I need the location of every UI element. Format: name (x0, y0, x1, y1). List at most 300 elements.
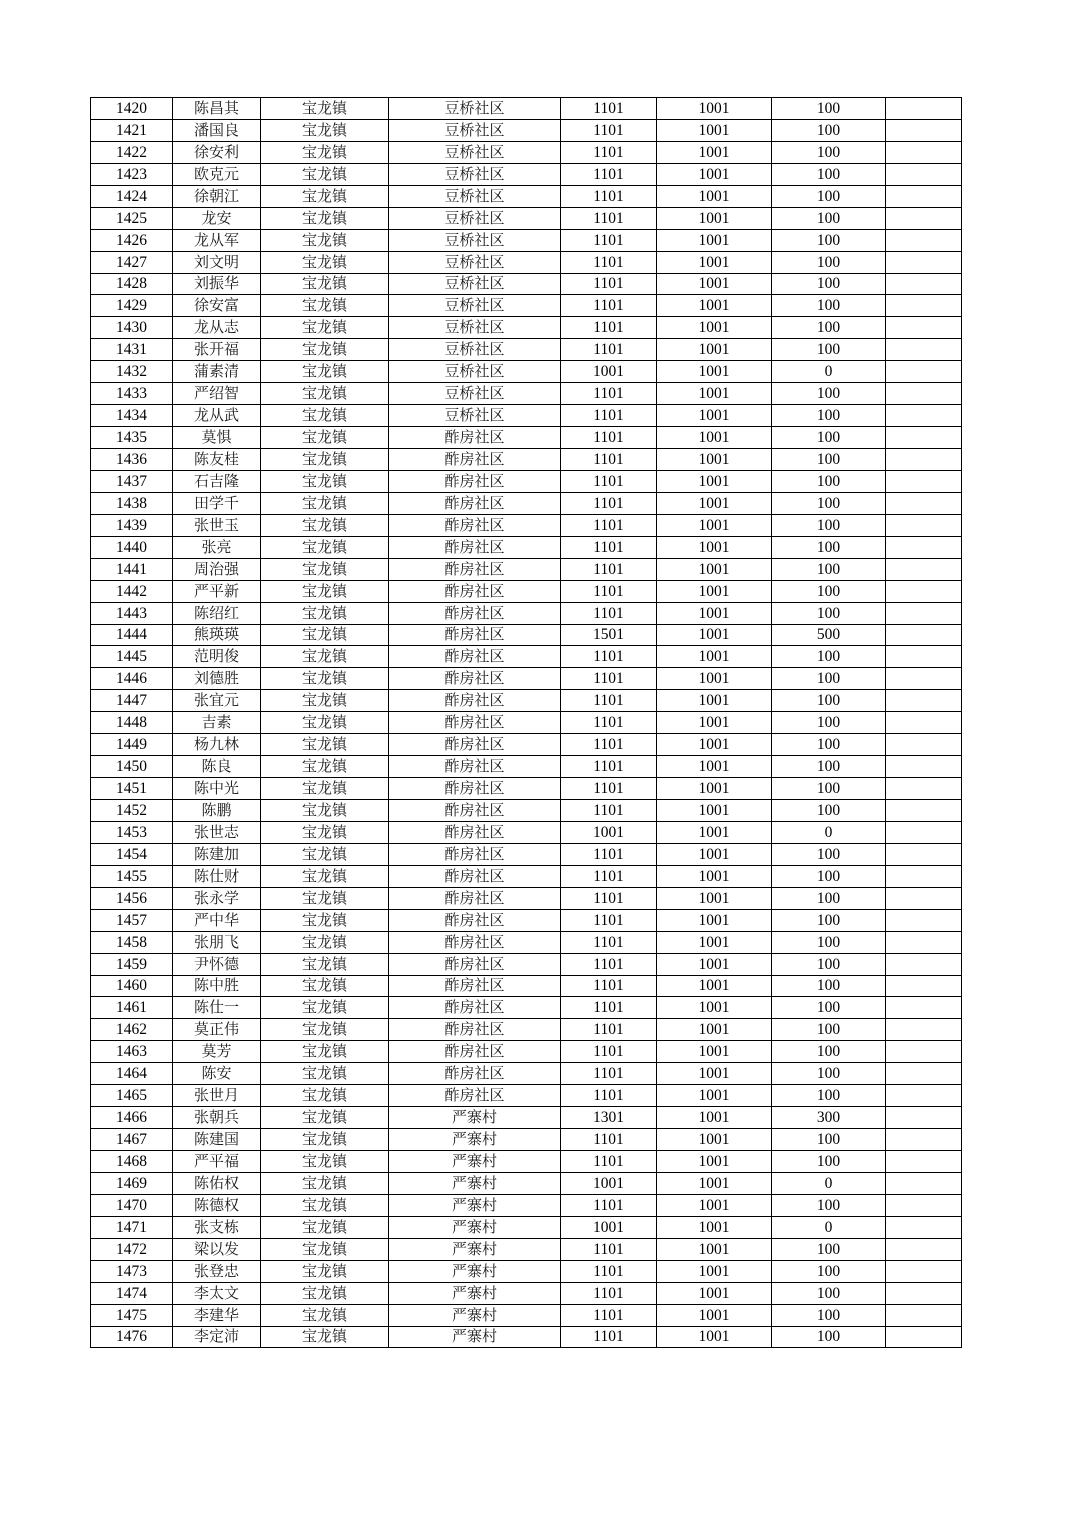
name-cell: 张宜元 (173, 690, 261, 712)
remark-cell (886, 1172, 962, 1194)
community-cell: 豆桥社区 (389, 317, 561, 339)
row-number-cell: 1461 (91, 997, 173, 1019)
code-a-cell: 1101 (561, 931, 657, 953)
row-number-cell: 1459 (91, 953, 173, 975)
community-cell: 酢房社区 (389, 492, 561, 514)
town-cell: 宝龙镇 (261, 361, 389, 383)
name-cell: 蒲素清 (173, 361, 261, 383)
name-cell: 严中华 (173, 909, 261, 931)
town-cell: 宝龙镇 (261, 580, 389, 602)
table-row (91, 558, 962, 580)
row-number-cell: 1464 (91, 1063, 173, 1085)
town-cell: 宝龙镇 (261, 909, 389, 931)
remark-cell (886, 427, 962, 449)
remark-cell (886, 383, 962, 405)
amount-cell: 100 (772, 580, 886, 602)
town-cell: 宝龙镇 (261, 514, 389, 536)
row-number-cell: 1475 (91, 1304, 173, 1326)
code-b-cell: 1001 (657, 1085, 772, 1107)
remark-cell (886, 580, 962, 602)
amount-cell: 100 (772, 427, 886, 449)
table-row (91, 843, 962, 865)
amount-cell: 0 (772, 1216, 886, 1238)
amount-cell: 100 (772, 317, 886, 339)
amount-cell: 0 (772, 821, 886, 843)
community-cell: 酢房社区 (389, 1019, 561, 1041)
table-row (91, 317, 962, 339)
amount-cell: 100 (772, 712, 886, 734)
row-number-cell: 1436 (91, 449, 173, 471)
remark-cell (886, 997, 962, 1019)
code-b-cell: 1001 (657, 185, 772, 207)
code-a-cell: 1101 (561, 1129, 657, 1151)
name-cell: 范明俊 (173, 646, 261, 668)
town-cell: 宝龙镇 (261, 734, 389, 756)
table-row (91, 1282, 962, 1304)
row-number-cell: 1448 (91, 712, 173, 734)
row-number-cell: 1453 (91, 821, 173, 843)
town-cell: 宝龙镇 (261, 295, 389, 317)
row-number-cell: 1460 (91, 975, 173, 997)
name-cell: 张登忠 (173, 1260, 261, 1282)
name-cell: 严绍智 (173, 383, 261, 405)
code-b-cell: 1001 (657, 975, 772, 997)
town-cell: 宝龙镇 (261, 690, 389, 712)
community-cell: 酢房社区 (389, 558, 561, 580)
town-cell: 宝龙镇 (261, 624, 389, 646)
code-a-cell: 1101 (561, 668, 657, 690)
row-number-cell: 1440 (91, 536, 173, 558)
amount-cell: 100 (772, 778, 886, 800)
name-cell: 潘国良 (173, 119, 261, 141)
amount-cell: 100 (772, 887, 886, 909)
amount-cell: 100 (772, 141, 886, 163)
code-b-cell: 1001 (657, 470, 772, 492)
remark-cell (886, 909, 962, 931)
row-number-cell: 1441 (91, 558, 173, 580)
code-b-cell: 1001 (657, 163, 772, 185)
amount-cell: 100 (772, 1041, 886, 1063)
name-cell: 张开福 (173, 339, 261, 361)
table-row (91, 536, 962, 558)
name-cell: 刘文明 (173, 251, 261, 273)
community-cell: 酢房社区 (389, 887, 561, 909)
amount-cell: 100 (772, 558, 886, 580)
row-number-cell: 1432 (91, 361, 173, 383)
community-cell: 豆桥社区 (389, 141, 561, 163)
row-number-cell: 1472 (91, 1238, 173, 1260)
code-b-cell: 1001 (657, 1107, 772, 1129)
community-cell: 严寨村 (389, 1129, 561, 1151)
town-cell: 宝龙镇 (261, 821, 389, 843)
code-a-cell: 1101 (561, 909, 657, 931)
code-b-cell: 1001 (657, 734, 772, 756)
amount-cell: 100 (772, 975, 886, 997)
name-cell: 石吉隆 (173, 470, 261, 492)
row-number-cell: 1426 (91, 229, 173, 251)
remark-cell (886, 668, 962, 690)
town-cell: 宝龙镇 (261, 843, 389, 865)
row-number-cell: 1454 (91, 843, 173, 865)
code-a-cell: 1101 (561, 251, 657, 273)
row-number-cell: 1433 (91, 383, 173, 405)
row-number-cell: 1430 (91, 317, 173, 339)
code-b-cell: 1001 (657, 141, 772, 163)
row-number-cell: 1421 (91, 119, 173, 141)
name-cell: 张世月 (173, 1085, 261, 1107)
table-row (91, 1107, 962, 1129)
town-cell: 宝龙镇 (261, 207, 389, 229)
table-row (91, 1326, 962, 1348)
remark-cell (886, 273, 962, 295)
row-number-cell: 1439 (91, 514, 173, 536)
code-a-cell: 1501 (561, 624, 657, 646)
name-cell: 李建华 (173, 1304, 261, 1326)
row-number-cell: 1466 (91, 1107, 173, 1129)
code-b-cell: 1001 (657, 1304, 772, 1326)
row-number-cell: 1443 (91, 602, 173, 624)
amount-cell: 100 (772, 997, 886, 1019)
remark-cell (886, 975, 962, 997)
town-cell: 宝龙镇 (261, 1194, 389, 1216)
community-cell: 酢房社区 (389, 1063, 561, 1085)
amount-cell: 100 (772, 1282, 886, 1304)
name-cell: 徐朝江 (173, 185, 261, 207)
row-number-cell: 1474 (91, 1282, 173, 1304)
community-cell: 酢房社区 (389, 843, 561, 865)
remark-cell (886, 712, 962, 734)
remark-cell (886, 1085, 962, 1107)
code-b-cell: 1001 (657, 865, 772, 887)
name-cell: 尹怀德 (173, 953, 261, 975)
amount-cell: 100 (772, 1326, 886, 1348)
community-cell: 酢房社区 (389, 646, 561, 668)
amount-cell: 100 (772, 514, 886, 536)
amount-cell: 100 (772, 668, 886, 690)
code-b-cell: 1001 (657, 1260, 772, 1282)
town-cell: 宝龙镇 (261, 800, 389, 822)
remark-cell (886, 470, 962, 492)
name-cell: 徐安富 (173, 295, 261, 317)
code-b-cell: 1001 (657, 712, 772, 734)
code-b-cell: 1001 (657, 317, 772, 339)
code-a-cell: 1101 (561, 273, 657, 295)
name-cell: 张世玉 (173, 514, 261, 536)
code-a-cell: 1101 (561, 295, 657, 317)
town-cell: 宝龙镇 (261, 405, 389, 427)
town-cell: 宝龙镇 (261, 756, 389, 778)
code-b-cell: 1001 (657, 843, 772, 865)
remark-cell (886, 1194, 962, 1216)
table-row (91, 1172, 962, 1194)
name-cell: 熊瑛瑛 (173, 624, 261, 646)
code-b-cell: 1001 (657, 821, 772, 843)
amount-cell: 100 (772, 1238, 886, 1260)
code-b-cell: 1001 (657, 427, 772, 449)
town-cell: 宝龙镇 (261, 1282, 389, 1304)
remark-cell (886, 1063, 962, 1085)
remark-cell (886, 887, 962, 909)
code-a-cell: 1101 (561, 1041, 657, 1063)
amount-cell: 100 (772, 646, 886, 668)
remark-cell (886, 1019, 962, 1041)
table-row (91, 646, 962, 668)
name-cell: 陈仕一 (173, 997, 261, 1019)
row-number-cell: 1427 (91, 251, 173, 273)
remark-cell (886, 98, 962, 120)
row-number-cell: 1473 (91, 1260, 173, 1282)
row-number-cell: 1469 (91, 1172, 173, 1194)
community-cell: 豆桥社区 (389, 295, 561, 317)
community-cell: 酢房社区 (389, 1085, 561, 1107)
remark-cell (886, 317, 962, 339)
name-cell: 陈鹏 (173, 800, 261, 822)
name-cell: 张朝兵 (173, 1107, 261, 1129)
data-table (90, 97, 962, 1348)
table-row (91, 361, 962, 383)
table-row (91, 931, 962, 953)
name-cell: 陈良 (173, 756, 261, 778)
community-cell: 酢房社区 (389, 778, 561, 800)
code-b-cell: 1001 (657, 997, 772, 1019)
row-number-cell: 1476 (91, 1326, 173, 1348)
amount-cell: 100 (772, 492, 886, 514)
town-cell: 宝龙镇 (261, 558, 389, 580)
table-body (91, 98, 962, 1348)
row-number-cell: 1423 (91, 163, 173, 185)
table-row (91, 1085, 962, 1107)
amount-cell: 100 (772, 1063, 886, 1085)
remark-cell (886, 1260, 962, 1282)
name-cell: 陈中胜 (173, 975, 261, 997)
community-cell: 酢房社区 (389, 536, 561, 558)
community-cell: 酢房社区 (389, 734, 561, 756)
code-b-cell: 1001 (657, 405, 772, 427)
amount-cell: 300 (772, 1107, 886, 1129)
community-cell: 严寨村 (389, 1107, 561, 1129)
name-cell: 张朋飞 (173, 931, 261, 953)
amount-cell: 100 (772, 1085, 886, 1107)
row-number-cell: 1458 (91, 931, 173, 953)
row-number-cell: 1468 (91, 1151, 173, 1173)
amount-cell: 100 (772, 229, 886, 251)
community-cell: 豆桥社区 (389, 207, 561, 229)
amount-cell: 0 (772, 1172, 886, 1194)
remark-cell (886, 821, 962, 843)
community-cell: 豆桥社区 (389, 98, 561, 120)
code-b-cell: 1001 (657, 514, 772, 536)
code-a-cell: 1101 (561, 887, 657, 909)
code-b-cell: 1001 (657, 1194, 772, 1216)
code-b-cell: 1001 (657, 119, 772, 141)
code-a-cell: 1101 (561, 975, 657, 997)
table-row (91, 449, 962, 471)
amount-cell: 100 (772, 405, 886, 427)
code-a-cell: 1101 (561, 646, 657, 668)
row-number-cell: 1437 (91, 470, 173, 492)
table-row (91, 229, 962, 251)
remark-cell (886, 141, 962, 163)
code-a-cell: 1101 (561, 1151, 657, 1173)
code-b-cell: 1001 (657, 690, 772, 712)
table-row (91, 624, 962, 646)
name-cell: 陈昌其 (173, 98, 261, 120)
amount-cell: 100 (772, 909, 886, 931)
code-b-cell: 1001 (657, 1216, 772, 1238)
remark-cell (886, 163, 962, 185)
name-cell: 陈中光 (173, 778, 261, 800)
name-cell: 龙安 (173, 207, 261, 229)
name-cell: 张永学 (173, 887, 261, 909)
name-cell: 陈建国 (173, 1129, 261, 1151)
code-a-cell: 1101 (561, 185, 657, 207)
town-cell: 宝龙镇 (261, 887, 389, 909)
remark-cell (886, 1129, 962, 1151)
name-cell: 周治强 (173, 558, 261, 580)
name-cell: 刘振华 (173, 273, 261, 295)
row-number-cell: 1444 (91, 624, 173, 646)
town-cell: 宝龙镇 (261, 1326, 389, 1348)
table-row (91, 887, 962, 909)
row-number-cell: 1445 (91, 646, 173, 668)
table-row (91, 339, 962, 361)
code-b-cell: 1001 (657, 98, 772, 120)
remark-cell (886, 953, 962, 975)
remark-cell (886, 800, 962, 822)
remark-cell (886, 251, 962, 273)
community-cell: 酢房社区 (389, 756, 561, 778)
code-b-cell: 1001 (657, 1238, 772, 1260)
code-b-cell: 1001 (657, 1041, 772, 1063)
name-cell: 李太文 (173, 1282, 261, 1304)
amount-cell: 100 (772, 119, 886, 141)
code-a-cell: 1101 (561, 1304, 657, 1326)
code-a-cell: 1101 (561, 163, 657, 185)
remark-cell (886, 339, 962, 361)
amount-cell: 100 (772, 602, 886, 624)
community-cell: 严寨村 (389, 1194, 561, 1216)
code-b-cell: 1001 (657, 492, 772, 514)
code-a-cell: 1101 (561, 734, 657, 756)
community-cell: 酢房社区 (389, 1041, 561, 1063)
amount-cell: 100 (772, 470, 886, 492)
code-a-cell: 1101 (561, 756, 657, 778)
table-row (91, 1216, 962, 1238)
name-cell: 莫芳 (173, 1041, 261, 1063)
remark-cell (886, 1041, 962, 1063)
community-cell: 豆桥社区 (389, 251, 561, 273)
name-cell: 吉素 (173, 712, 261, 734)
amount-cell: 100 (772, 734, 886, 756)
remark-cell (886, 624, 962, 646)
remark-cell (886, 361, 962, 383)
code-b-cell: 1001 (657, 646, 772, 668)
row-number-cell: 1471 (91, 1216, 173, 1238)
code-b-cell: 1001 (657, 1172, 772, 1194)
community-cell: 豆桥社区 (389, 229, 561, 251)
code-a-cell: 1101 (561, 229, 657, 251)
name-cell: 严平新 (173, 580, 261, 602)
community-cell: 严寨村 (389, 1216, 561, 1238)
town-cell: 宝龙镇 (261, 1260, 389, 1282)
table-row (91, 1151, 962, 1173)
town-cell: 宝龙镇 (261, 470, 389, 492)
table-row (91, 865, 962, 887)
table-row (91, 997, 962, 1019)
row-number-cell: 1446 (91, 668, 173, 690)
row-number-cell: 1425 (91, 207, 173, 229)
amount-cell: 100 (772, 865, 886, 887)
remark-cell (886, 119, 962, 141)
town-cell: 宝龙镇 (261, 1041, 389, 1063)
remark-cell (886, 229, 962, 251)
table-row (91, 98, 962, 120)
community-cell: 酢房社区 (389, 690, 561, 712)
town-cell: 宝龙镇 (261, 273, 389, 295)
table-row (91, 1129, 962, 1151)
table-row (91, 690, 962, 712)
table-row (91, 1063, 962, 1085)
table-row (91, 1304, 962, 1326)
name-cell: 陈仕财 (173, 865, 261, 887)
code-a-cell: 1101 (561, 1260, 657, 1282)
town-cell: 宝龙镇 (261, 646, 389, 668)
code-a-cell: 1101 (561, 449, 657, 471)
amount-cell: 0 (772, 361, 886, 383)
amount-cell: 100 (772, 339, 886, 361)
town-cell: 宝龙镇 (261, 997, 389, 1019)
code-b-cell: 1001 (657, 953, 772, 975)
table-row (91, 668, 962, 690)
code-a-cell: 1101 (561, 1063, 657, 1085)
code-b-cell: 1001 (657, 558, 772, 580)
code-b-cell: 1001 (657, 207, 772, 229)
amount-cell: 100 (772, 1151, 886, 1173)
table-row (91, 470, 962, 492)
town-cell: 宝龙镇 (261, 865, 389, 887)
town-cell: 宝龙镇 (261, 1304, 389, 1326)
table-row (91, 602, 962, 624)
table-row (91, 295, 962, 317)
town-cell: 宝龙镇 (261, 98, 389, 120)
code-a-cell: 1101 (561, 997, 657, 1019)
town-cell: 宝龙镇 (261, 119, 389, 141)
code-a-cell: 1101 (561, 119, 657, 141)
amount-cell: 500 (772, 624, 886, 646)
community-cell: 酢房社区 (389, 865, 561, 887)
code-a-cell: 1101 (561, 317, 657, 339)
amount-cell: 100 (772, 800, 886, 822)
code-a-cell: 1101 (561, 558, 657, 580)
row-number-cell: 1435 (91, 427, 173, 449)
name-cell: 梁以发 (173, 1238, 261, 1260)
town-cell: 宝龙镇 (261, 427, 389, 449)
name-cell: 莫惧 (173, 427, 261, 449)
town-cell: 宝龙镇 (261, 536, 389, 558)
town-cell: 宝龙镇 (261, 1129, 389, 1151)
row-number-cell: 1431 (91, 339, 173, 361)
town-cell: 宝龙镇 (261, 712, 389, 734)
community-cell: 严寨村 (389, 1260, 561, 1282)
code-b-cell: 1001 (657, 1129, 772, 1151)
code-a-cell: 1101 (561, 778, 657, 800)
table-row (91, 953, 962, 975)
name-cell: 陈佑权 (173, 1172, 261, 1194)
amount-cell: 100 (772, 383, 886, 405)
code-a-cell: 1101 (561, 1019, 657, 1041)
town-cell: 宝龙镇 (261, 1063, 389, 1085)
community-cell: 酢房社区 (389, 997, 561, 1019)
